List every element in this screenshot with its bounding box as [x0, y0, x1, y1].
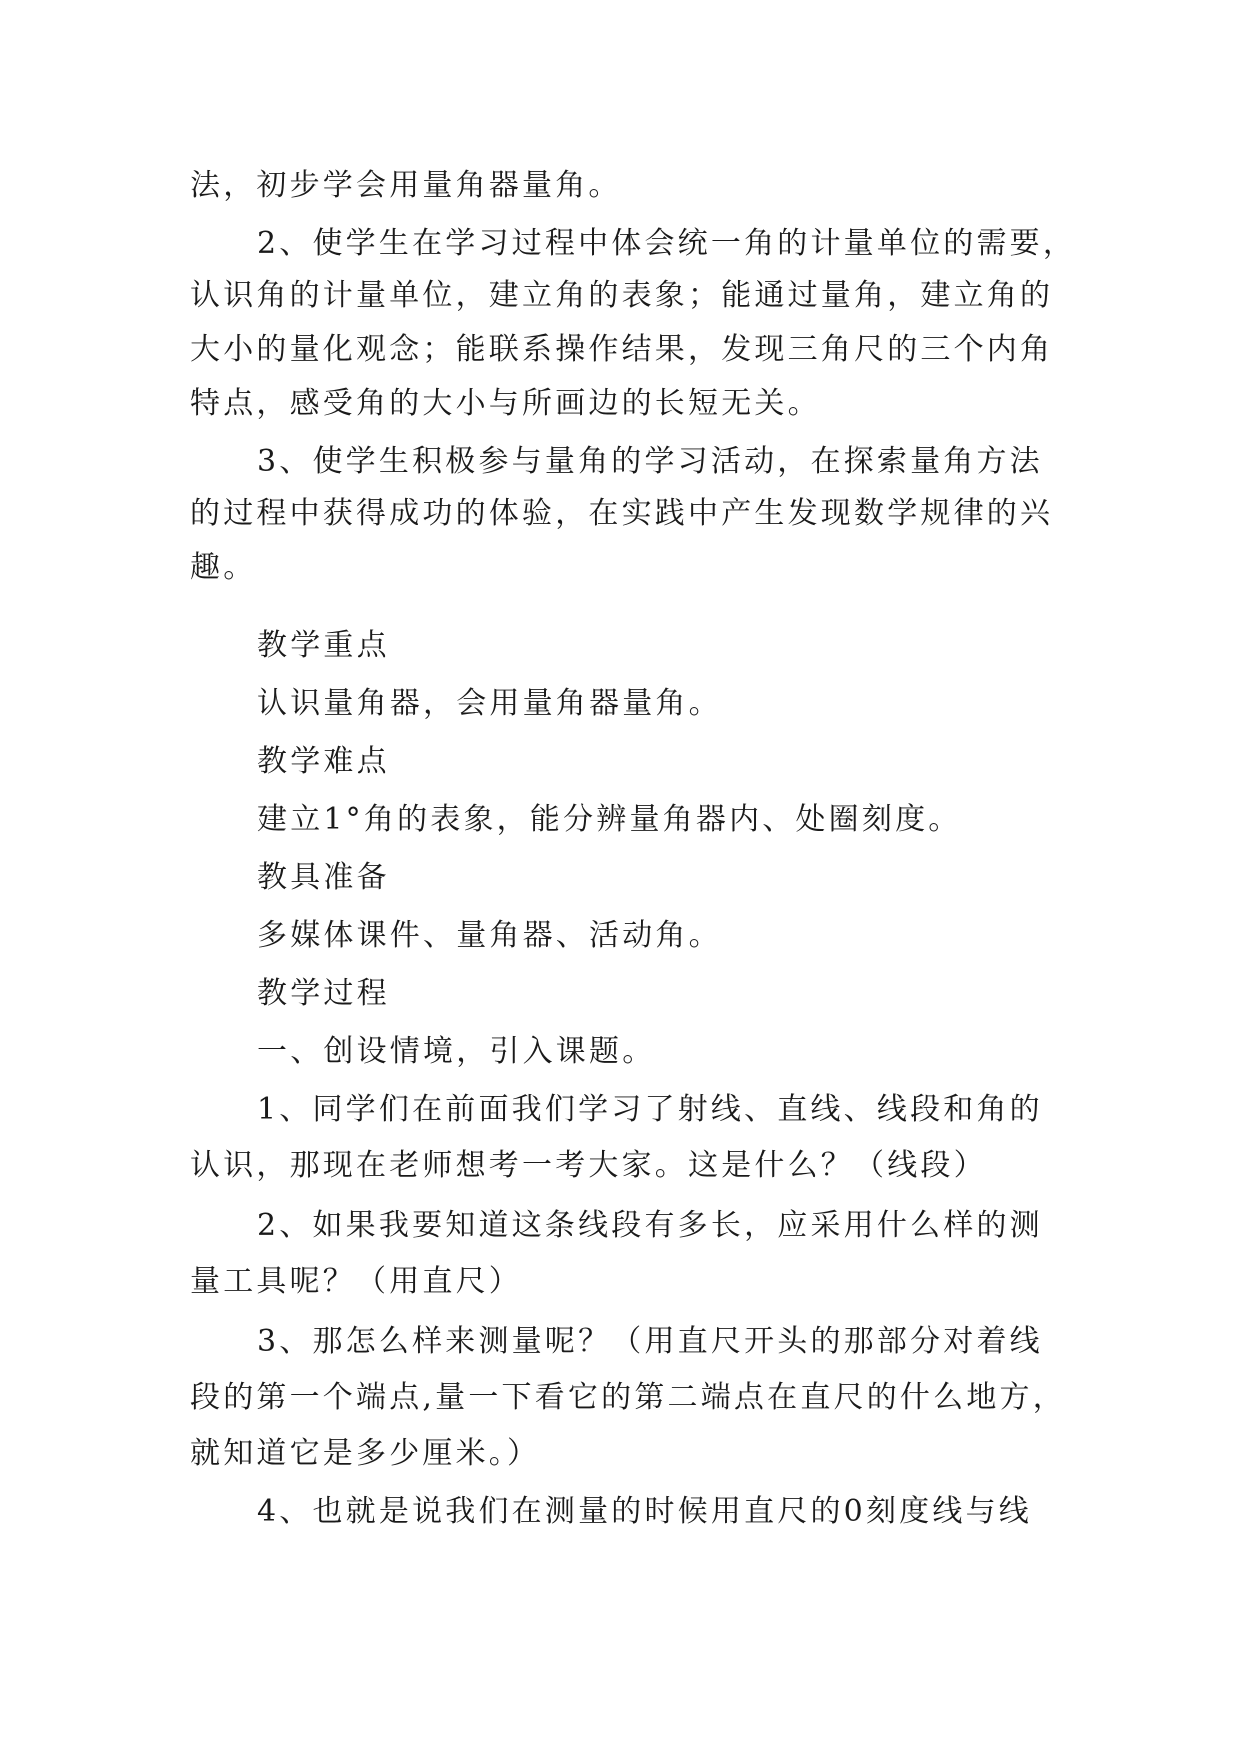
- text-line: 量工具呢？（用直尺）: [190, 1264, 522, 1299]
- text-line: 3、使学生积极参与量角的学习活动，在探索量角方法: [257, 444, 1043, 479]
- section-heading: 教学难点: [257, 744, 390, 779]
- text-line: 的过程中获得成功的体验，在实践中产生发现数学规律的兴: [190, 496, 1054, 531]
- text-line: 3、那怎么样来测量呢？（用直尺开头的那部分对着线: [257, 1324, 1043, 1359]
- text-line: 段的第一个端点,量一下看它的第二端点在直尺的什么地方，: [190, 1380, 1066, 1415]
- text-line: 2、如果我要知道这条线段有多长，应采用什么样的测: [257, 1208, 1043, 1243]
- text-line: 就知道它是多少厘米。）: [190, 1436, 541, 1471]
- text-line: 大小的量化观念；能联系操作结果，发现三角尺的三个内角: [190, 332, 1054, 367]
- text-line: 法，初步学会用量角器量角。: [190, 168, 622, 203]
- text-line: 认识，那现在老师想考一考大家。这是什么？（线段）: [190, 1148, 987, 1183]
- text-line: 4、也就是说我们在测量的时候用直尺的0刻度线与线: [257, 1494, 1032, 1529]
- text-line: 2、使学生在学习过程中体会统一角的计量单位的需要，: [257, 226, 1077, 261]
- text-line: 特点，感受角的大小与所画边的长短无关。: [190, 386, 821, 421]
- text-line: 多媒体课件、量角器、活动角。: [257, 918, 722, 953]
- text-line: 认识角的计量单位，建立角的表象；能通过量角，建立角的: [190, 278, 1054, 313]
- section-heading: 教学重点: [257, 628, 390, 663]
- text-line: 趣。: [190, 550, 257, 585]
- text-line: 认识量角器，会用量角器量角。: [257, 686, 722, 721]
- text-line: 1、同学们在前面我们学习了射线、直线、线段和角的: [257, 1092, 1043, 1127]
- text-line: 一、创设情境，引入课题。: [257, 1034, 656, 1069]
- section-heading: 教具准备: [257, 860, 390, 895]
- text-line: 建立1°角的表象，能分辨量角器内、处圈刻度。: [257, 802, 962, 837]
- section-heading: 教学过程: [257, 976, 390, 1011]
